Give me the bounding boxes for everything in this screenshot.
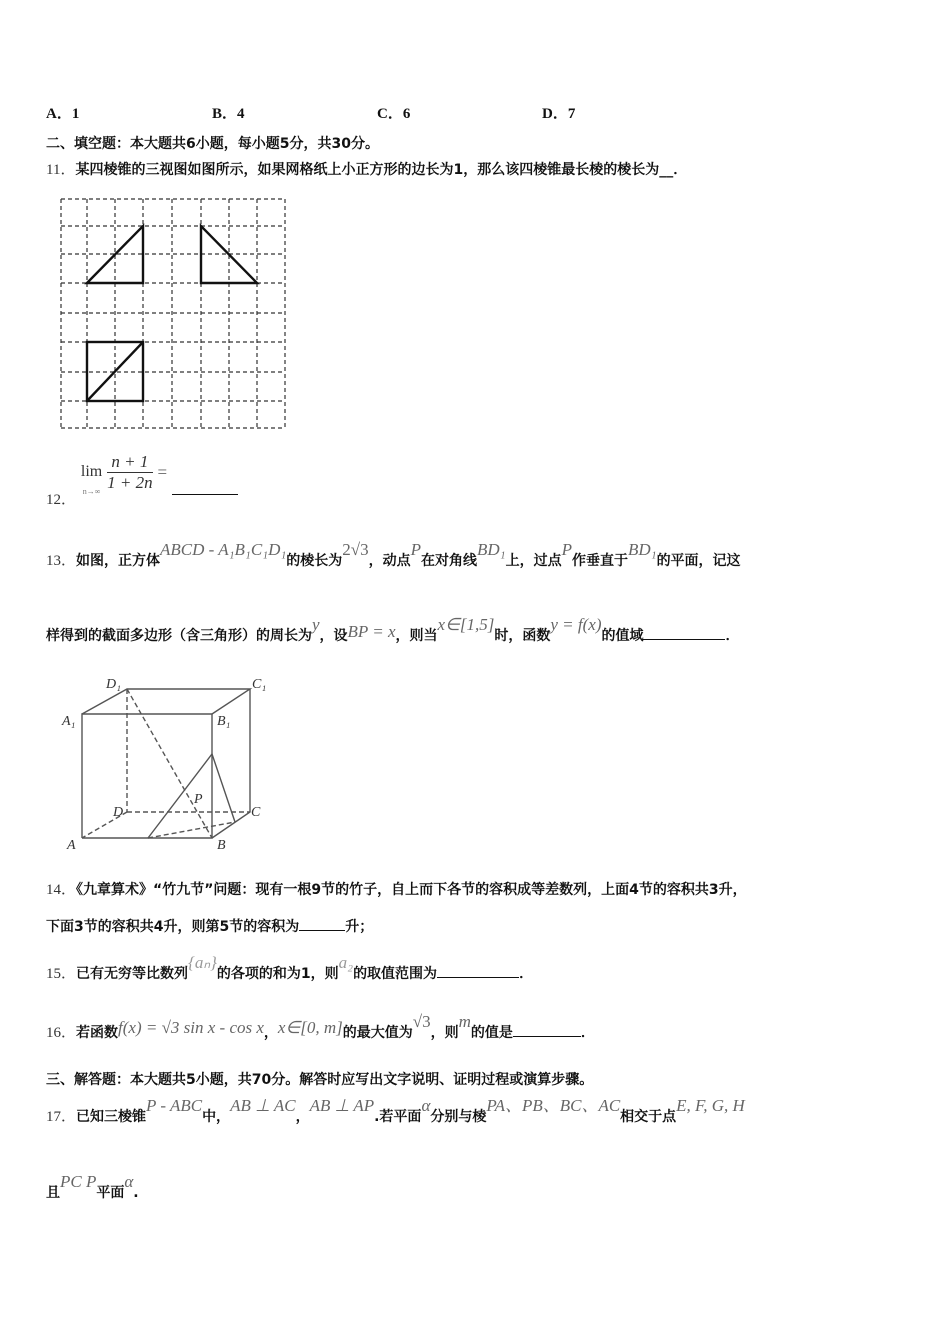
cube-label-b: B: [217, 838, 226, 853]
math: P: [410, 540, 422, 559]
text: 的平面，记这: [656, 553, 741, 569]
option-letter: A．: [46, 106, 72, 122]
limit-operator: [81, 462, 102, 502]
question-16: [46, 1012, 595, 1043]
lim-subscript: n→∞: [82, 487, 101, 496]
question-number: 13．: [46, 553, 77, 569]
math: P - ABC: [146, 1096, 203, 1115]
text: 在对角线: [421, 553, 478, 569]
text: 且: [46, 1185, 60, 1201]
math: ABCD - A₁B₁C₁D₁: [160, 540, 287, 559]
option-letter: D．: [542, 106, 568, 122]
question-17-line1: [46, 1096, 745, 1127]
cube-label-d1: D₁: [106, 677, 121, 692]
text: 分别与棱: [430, 1109, 487, 1125]
text: ．: [580, 1025, 595, 1041]
cube-figure: [82, 689, 250, 838]
math: PA、PB、BC、AC: [486, 1096, 621, 1115]
math: y = f(x): [550, 615, 602, 634]
text: 相交于点: [620, 1109, 677, 1125]
limit-fraction: [107, 452, 152, 493]
text: 的棱长为: [286, 553, 343, 569]
math: f(x) = √3 sin x - cos x: [118, 1018, 264, 1037]
option-value: 4: [237, 106, 245, 122]
question-12: [46, 452, 238, 508]
question-14-line2: [46, 916, 373, 937]
question-number: 16．: [46, 1025, 77, 1041]
math: m: [458, 1012, 471, 1031]
text: ，动点: [368, 553, 411, 569]
equals-sign: =: [157, 462, 168, 482]
text: 时，函数: [494, 628, 551, 644]
text: 升；: [345, 919, 374, 935]
text: ，设: [319, 628, 348, 644]
cube-label-c1: C₁: [252, 677, 267, 692]
text: .若平面: [374, 1109, 422, 1125]
fraction-numerator: n + 1: [107, 452, 152, 473]
question-number: 11．: [46, 162, 76, 178]
math: {aₙ}: [188, 953, 217, 972]
answer-blank: [437, 963, 519, 978]
cube-label-a1: A₁: [62, 714, 76, 729]
text: ，: [295, 1109, 310, 1125]
math: y: [312, 615, 320, 634]
text: 若函数: [76, 1025, 119, 1041]
cube-label-p: P: [194, 792, 203, 807]
math: x∈[1,5]: [437, 615, 495, 634]
text: 如图，正方体: [76, 553, 161, 569]
text: ，则当: [395, 628, 438, 644]
question-number: 15．: [46, 966, 77, 982]
math: α: [421, 1096, 431, 1115]
math: BD₁: [477, 540, 506, 559]
option-letter: C．: [377, 106, 403, 122]
text: 的各项的和为1，则: [216, 966, 339, 982]
text: 作垂直于: [571, 553, 628, 569]
text: 的取值范围为: [353, 966, 438, 982]
section3-heading: 三、解答题：本大题共5小题，共70分。解答时应写出文字说明、证明过程或演算步骤。: [46, 1072, 594, 1088]
text: 下面3节的容积共4升，则第5节的容积为: [46, 919, 300, 935]
lim-text: lim: [80, 463, 103, 480]
question-13-line2: [46, 615, 740, 646]
answer-blank: [299, 916, 345, 931]
option-value: 7: [567, 106, 576, 122]
text: 的最大值为: [342, 1025, 413, 1041]
text: 的值域: [601, 628, 644, 644]
text: 上，过点: [505, 553, 562, 569]
section2-heading: 二、填空题：本大题共6小题，每小题5分，共30分。: [46, 136, 379, 152]
text: 中，: [202, 1109, 231, 1125]
text: 《九章算术》“竹九节”问题：现有一根9节的竹子，自上而下各节的容积成等差数列，上面4节的容积共3升，: [76, 882, 747, 898]
text: ．: [725, 628, 740, 644]
math: P: [561, 540, 572, 559]
question-text: 某四棱锥的三视图如图所示，如果网格纸上小正方形的边长为1，那么该四棱锥最长棱的棱长为__．: [75, 162, 688, 178]
text: ，: [263, 1025, 278, 1041]
option-value: 1: [71, 106, 80, 122]
math: BP = x: [347, 622, 396, 641]
option-letter: B．: [212, 106, 238, 122]
answer-blank: [643, 625, 725, 640]
question-15: [46, 953, 534, 984]
math: √3: [412, 1012, 431, 1031]
question-14-line1: [46, 880, 747, 900]
math: a₂: [338, 953, 354, 972]
text: ，则: [430, 1025, 459, 1041]
question-number: 12．: [46, 491, 77, 508]
math: 2√3: [342, 540, 369, 559]
text: 平面: [96, 1185, 125, 1201]
math: PC P: [60, 1172, 97, 1191]
cube-label-d: D: [113, 805, 124, 820]
math: AB ⊥ AP: [309, 1096, 375, 1115]
math: α: [124, 1172, 134, 1191]
text: 已知三棱锥: [76, 1109, 147, 1125]
fraction-denominator: 1 + 2n: [107, 473, 153, 492]
math: AB ⊥ AC: [230, 1096, 296, 1115]
text: .: [133, 1185, 139, 1201]
math: E, F, G, H: [676, 1096, 745, 1115]
question-number: 17．: [46, 1109, 77, 1125]
answer-blank: [172, 480, 238, 495]
cube-label-a: A: [67, 838, 76, 853]
cube-label-c: C: [251, 805, 261, 820]
option-value: 6: [402, 106, 411, 122]
math: x∈[0, m]: [277, 1018, 343, 1037]
text: ．: [519, 966, 534, 982]
text: 已有无穷等比数列: [76, 966, 189, 982]
cube-label-b1: B₁: [217, 714, 231, 729]
text: 样得到的截面多边形（含三角形）的周长为: [46, 628, 312, 644]
answer-blank: [513, 1022, 581, 1037]
question-number: 14．: [46, 882, 77, 898]
question-13-line1: [46, 540, 741, 571]
text: 的值是: [470, 1025, 513, 1041]
math: BD₁: [627, 540, 657, 559]
question-17-line2: [46, 1172, 139, 1203]
